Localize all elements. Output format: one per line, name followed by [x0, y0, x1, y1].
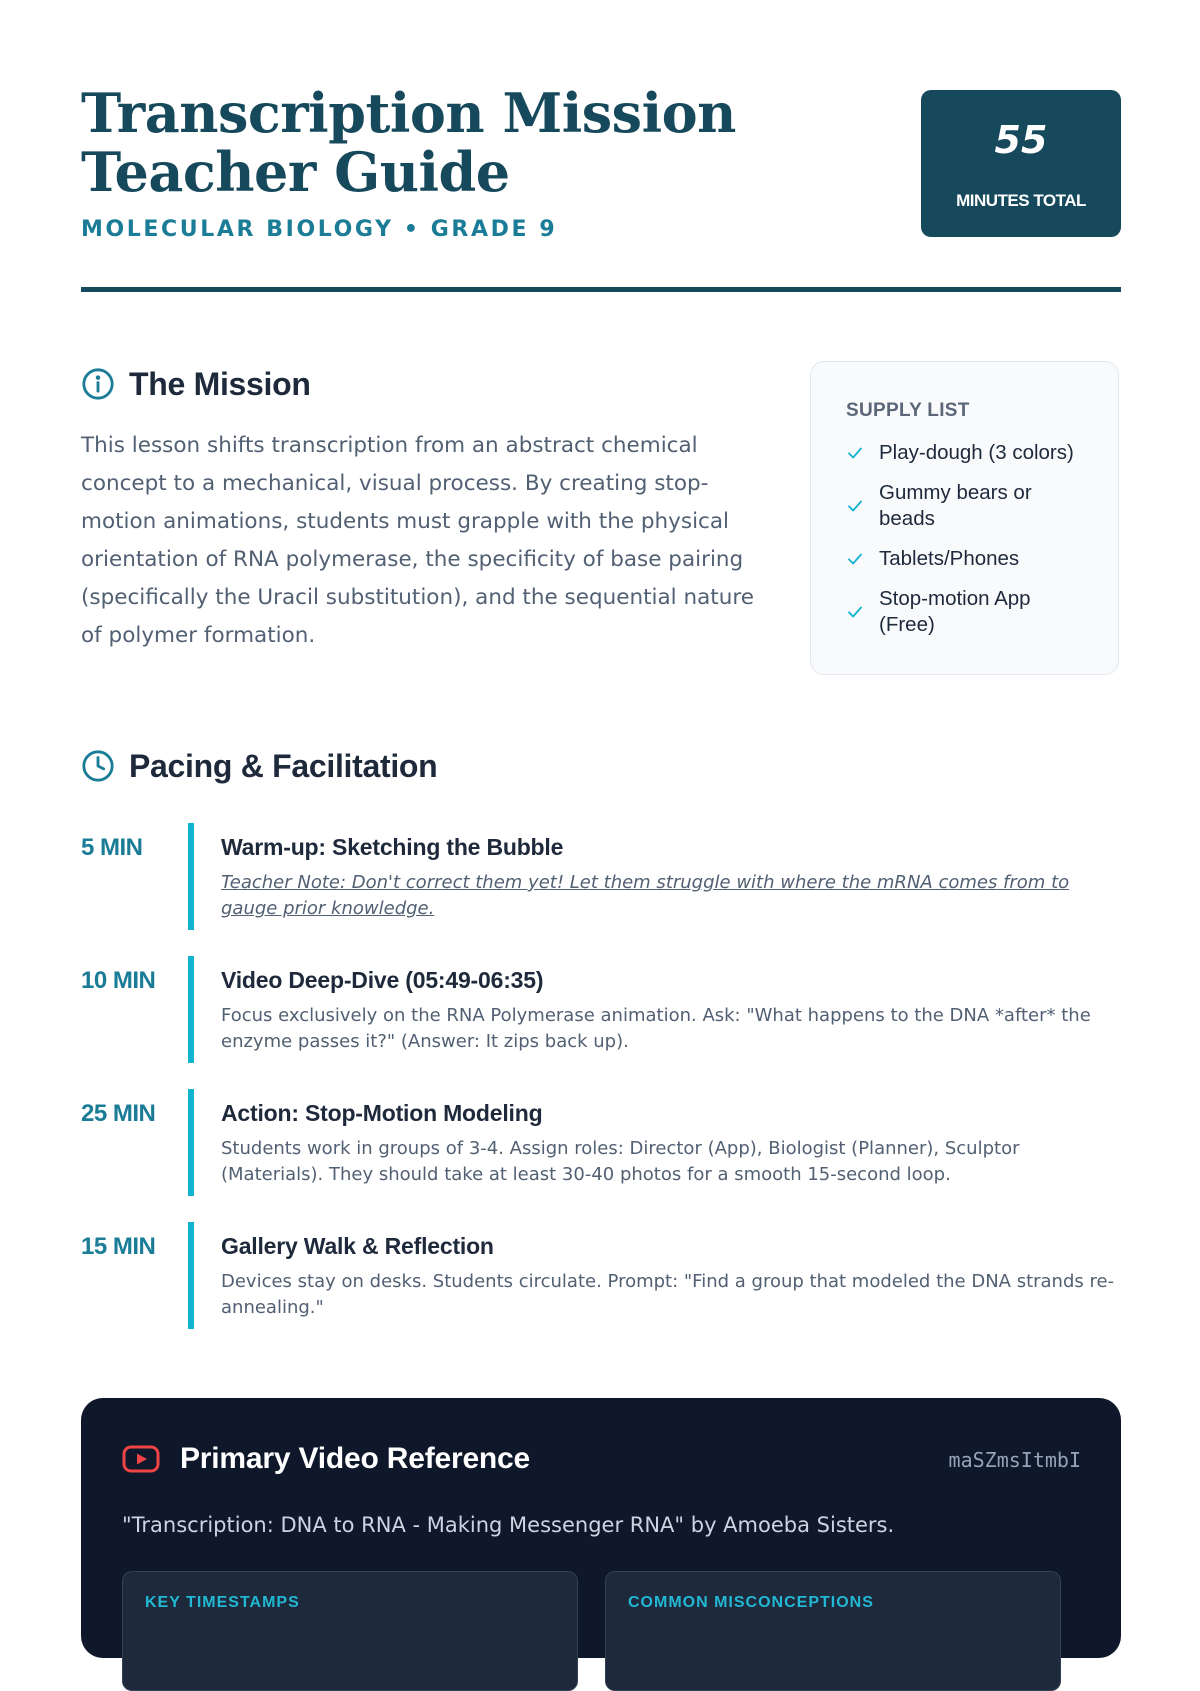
pacing-content: [221, 1099, 1121, 1188]
pacing-step-title: Video Deep-Dive (05:49-06:35): [221, 967, 544, 993]
pacing-title: Pacing & Facilitation: [129, 747, 438, 784]
supply-list-title: SUPPLY LIST: [846, 400, 970, 421]
pacing-time: 5 MIN: [81, 834, 143, 861]
timeline-bar: [188, 823, 194, 930]
key-timestamps-title: KEY TIMESTAMPS: [145, 1594, 300, 1611]
minutes-total-label: MINUTES TOTAL: [956, 191, 1086, 210]
header: [81, 80, 1121, 290]
video-id[interactable]: maSZmsItmbI: [948, 1448, 1081, 1472]
supply-item: [846, 586, 1106, 638]
timeline-bar: [188, 1089, 194, 1196]
youtube-play-icon[interactable]: [122, 1445, 160, 1473]
pacing-step-title: Gallery Walk & Reflection: [221, 1233, 494, 1259]
pacing-step-desc: Students work in groups of 3-4. Assign roles: Director (App), Biologist (Planner), Sculptor (Materials). They should take at least 30-40 photos for a smooth 15-second loop.: [221, 1138, 1020, 1185]
pacing-row: [81, 1089, 1121, 1196]
pacing-content: [221, 833, 1121, 922]
pacing-step-title: Warm-up: Sketching the Bubble: [221, 834, 564, 860]
pacing-time: 15 MIN: [81, 1233, 156, 1260]
info-circle-icon: [81, 367, 115, 401]
timeline-bar: [188, 956, 194, 1063]
video-heading: [122, 1442, 530, 1476]
supply-item-label: Play-dough (3 colors): [879, 441, 1074, 464]
misconceptions-title: COMMON MISCONCEPTIONS: [628, 1594, 874, 1611]
timeline-bar: [188, 1222, 194, 1329]
video-reference-card: [81, 1398, 1121, 1658]
check-icon: [846, 497, 864, 515]
page-title: [81, 81, 736, 204]
supply-item-label: Tablets/Phones: [879, 547, 1020, 570]
check-icon: [846, 444, 864, 462]
pacing-time: 25 MIN: [81, 1100, 156, 1127]
teacher-note: Teacher Note: Don't correct them yet! Let them struggle with where the mRNA comes from to gauge prior knowledge.: [221, 872, 1070, 919]
page-title-line2: Teacher Guide: [81, 140, 510, 204]
misconceptions-card: [605, 1571, 1061, 1691]
page-title-line1: Transcription Mission: [81, 81, 736, 145]
pacing-content: [221, 966, 1121, 1055]
pacing-time: 10 MIN: [81, 967, 156, 994]
video-description: "Transcription: DNA to RNA - Making Messenger RNA" by Amoeba Sisters.: [122, 1513, 895, 1537]
mission-body: This lesson shifts transcription from an abstract chemical concept to a mechanical, visual process. By creating stop-motion animations, students must grapple with the physical orientation of RNA polymerase, the specificity of base pairing (specifically the Uracil substitution), and the sequential nature of polymer formation.: [81, 433, 754, 648]
supply-item: [846, 440, 1106, 466]
supply-item-label: Stop-motion App (Free): [879, 587, 1031, 636]
mission-heading: [81, 364, 311, 404]
pacing-step-desc: Focus exclusively on the RNA Polymerase animation. Ask: "What happens to the DNA *after* the enzyme passes it?" (Answer: It zips back up).: [221, 1005, 1091, 1052]
pacing-row: [81, 823, 1121, 930]
pacing-content: [221, 1232, 1121, 1321]
minutes-total-value: 55: [994, 118, 1048, 162]
pacing-step-title: Action: Stop-Motion Modeling: [221, 1100, 543, 1126]
pacing-step-desc: Devices stay on desks. Students circulate. Prompt: "Find a group that modeled the DNA strands re-annealing.": [221, 1271, 1115, 1318]
supply-item: [846, 546, 1106, 572]
pacing-heading: [81, 746, 437, 786]
supply-item: [846, 480, 1106, 532]
pacing-timeline: [81, 823, 1121, 1355]
supply-list-card: [810, 361, 1119, 675]
page-subtitle: MOLECULAR BIOLOGY • GRADE 9: [81, 217, 558, 242]
supply-list: [846, 440, 1106, 652]
key-timestamps-card: [122, 1571, 578, 1691]
minutes-total-badge: [921, 90, 1121, 237]
clock-icon: [81, 749, 115, 783]
video-title: Primary Video Reference: [180, 1442, 531, 1475]
check-icon: [846, 550, 864, 568]
teacher-guide-page: [81, 0, 1121, 1611]
check-icon: [846, 603, 864, 621]
pacing-row: [81, 1222, 1121, 1329]
supply-item-label: Gummy bears or beads: [879, 481, 1032, 530]
mission-title: The Mission: [129, 365, 311, 402]
header-divider: [81, 287, 1121, 292]
pacing-row: [81, 956, 1121, 1063]
